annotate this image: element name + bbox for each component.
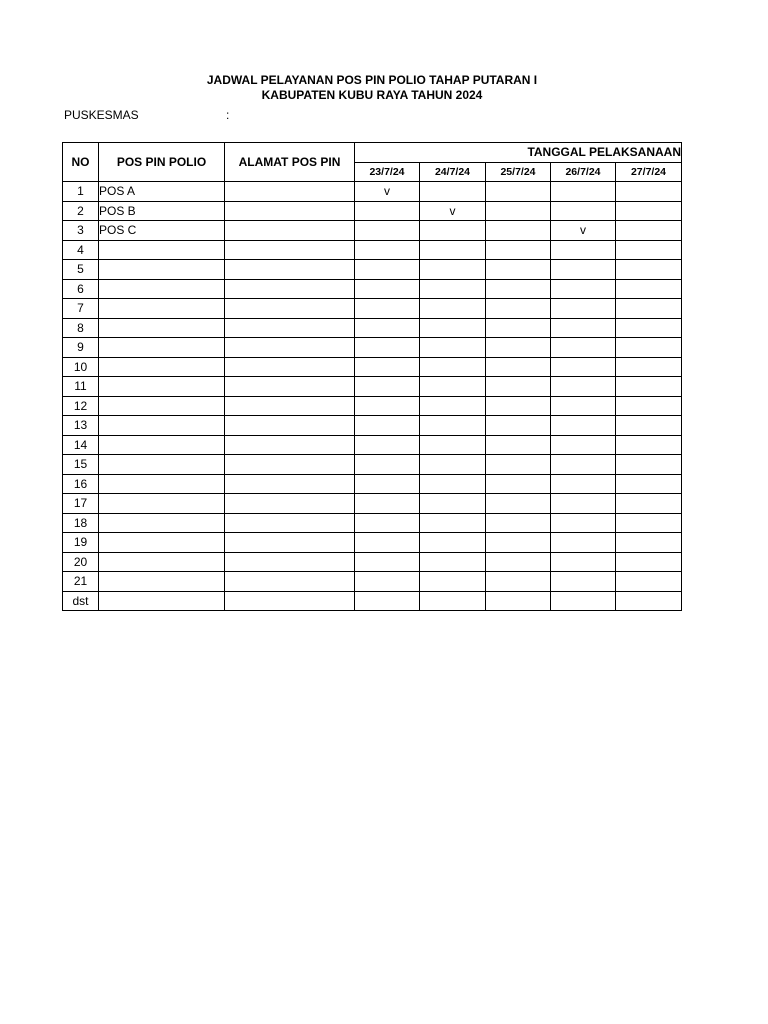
table-row xyxy=(63,318,682,338)
alamat-cell xyxy=(225,357,355,377)
date-check-cell xyxy=(420,513,486,533)
date-check-cell xyxy=(551,377,616,397)
pos-name-cell xyxy=(99,240,225,260)
date-check-cell xyxy=(551,240,616,260)
date-check-cell xyxy=(616,260,682,280)
date-check-cell xyxy=(616,240,682,260)
date-header: 27/7/24 xyxy=(616,162,682,182)
alamat-cell xyxy=(225,221,355,241)
row-number-cell: 4 xyxy=(63,240,99,260)
date-check-cell xyxy=(616,299,682,319)
row-number-cell: 16 xyxy=(63,474,99,494)
table-row xyxy=(63,474,682,494)
table-row xyxy=(63,240,682,260)
alamat-cell xyxy=(225,240,355,260)
date-check-cell xyxy=(355,396,420,416)
date-check-cell xyxy=(420,396,486,416)
date-check-cell xyxy=(355,572,420,592)
date-check-cell xyxy=(616,182,682,202)
date-check-cell xyxy=(355,221,420,241)
date-check-cell xyxy=(355,318,420,338)
pos-name-cell xyxy=(99,513,225,533)
table-row xyxy=(63,279,682,299)
alamat-cell xyxy=(225,474,355,494)
pos-name-cell xyxy=(99,572,225,592)
date-check-cell xyxy=(486,260,551,280)
date-check-cell xyxy=(616,221,682,241)
pos-name-cell xyxy=(99,552,225,572)
date-check-cell xyxy=(355,279,420,299)
date-check-cell xyxy=(486,338,551,358)
col-header-no: NO xyxy=(63,143,99,182)
table-row xyxy=(63,396,682,416)
row-number-cell: 15 xyxy=(63,455,99,475)
schedule-table xyxy=(62,142,682,611)
date-check-cell xyxy=(355,533,420,553)
date-check-cell xyxy=(420,591,486,611)
date-check-cell xyxy=(420,474,486,494)
date-check-cell xyxy=(551,260,616,280)
pos-name-cell xyxy=(99,357,225,377)
date-check-cell xyxy=(355,474,420,494)
date-check-cell xyxy=(486,201,551,221)
alamat-cell xyxy=(225,201,355,221)
table-row xyxy=(63,435,682,455)
pos-name-cell: POS C xyxy=(99,221,225,241)
date-check-cell xyxy=(355,494,420,514)
date-check-cell xyxy=(616,455,682,475)
date-check-cell xyxy=(486,221,551,241)
table-row xyxy=(63,572,682,592)
date-check-cell xyxy=(355,591,420,611)
pos-name-cell xyxy=(99,377,225,397)
pos-name-cell xyxy=(99,279,225,299)
alamat-cell xyxy=(225,396,355,416)
date-check-cell: v xyxy=(420,201,486,221)
date-check-cell xyxy=(616,435,682,455)
alamat-cell xyxy=(225,416,355,436)
date-check-cell xyxy=(616,377,682,397)
table-row xyxy=(63,299,682,319)
date-check-cell xyxy=(420,416,486,436)
date-check-cell xyxy=(486,240,551,260)
table-row xyxy=(63,338,682,358)
alamat-cell xyxy=(225,494,355,514)
date-check-cell xyxy=(355,435,420,455)
alamat-cell xyxy=(225,533,355,553)
date-check-cell xyxy=(551,318,616,338)
puskesmas-label: PUSKESMAS xyxy=(64,108,139,122)
date-check-cell xyxy=(486,552,551,572)
date-check-cell xyxy=(616,591,682,611)
date-check-cell xyxy=(616,494,682,514)
date-check-cell xyxy=(486,533,551,553)
table-row xyxy=(63,260,682,280)
date-check-cell xyxy=(355,416,420,436)
date-check-cell xyxy=(486,377,551,397)
date-check-cell xyxy=(486,416,551,436)
date-check-cell xyxy=(616,201,682,221)
pos-name-cell xyxy=(99,533,225,553)
date-check-cell xyxy=(486,474,551,494)
pos-name-cell xyxy=(99,396,225,416)
date-check-cell xyxy=(420,533,486,553)
table-row xyxy=(63,591,682,611)
date-check-cell xyxy=(551,474,616,494)
date-check-cell xyxy=(551,533,616,553)
date-check-cell xyxy=(420,435,486,455)
date-check-cell xyxy=(420,299,486,319)
date-check-cell xyxy=(551,338,616,358)
pos-name-cell: POS A xyxy=(99,182,225,202)
row-number-cell: 13 xyxy=(63,416,99,436)
date-check-cell xyxy=(420,279,486,299)
date-check-cell xyxy=(551,572,616,592)
date-check-cell xyxy=(616,416,682,436)
alamat-cell xyxy=(225,182,355,202)
date-check-cell xyxy=(486,513,551,533)
date-check-cell xyxy=(355,377,420,397)
puskesmas-colon: : xyxy=(226,108,230,122)
alamat-cell xyxy=(225,299,355,319)
row-number-cell: 14 xyxy=(63,435,99,455)
date-check-cell xyxy=(355,299,420,319)
col-header-tanggal-pelaksanaan: TANGGAL PELAKSANAAN xyxy=(355,143,682,163)
date-check-cell xyxy=(551,396,616,416)
date-check-cell xyxy=(420,221,486,241)
date-check-cell xyxy=(551,591,616,611)
table-row xyxy=(63,221,682,241)
date-check-cell xyxy=(486,435,551,455)
row-number-cell: 11 xyxy=(63,377,99,397)
date-check-cell xyxy=(551,201,616,221)
col-header-alamat: ALAMAT POS PIN xyxy=(225,143,355,182)
table-row xyxy=(63,357,682,377)
row-number-cell: 2 xyxy=(63,201,99,221)
row-number-cell: 5 xyxy=(63,260,99,280)
pos-name-cell xyxy=(99,318,225,338)
date-header: 25/7/24 xyxy=(486,162,551,182)
row-number-cell: 19 xyxy=(63,533,99,553)
date-check-cell xyxy=(420,338,486,358)
date-check-cell xyxy=(486,357,551,377)
date-check-cell xyxy=(551,182,616,202)
alamat-cell xyxy=(225,279,355,299)
date-check-cell xyxy=(551,513,616,533)
row-number-cell: 18 xyxy=(63,513,99,533)
pos-name-cell xyxy=(99,338,225,358)
date-check-cell xyxy=(420,494,486,514)
date-check-cell xyxy=(616,338,682,358)
row-number-cell: 7 xyxy=(63,299,99,319)
date-check-cell xyxy=(420,572,486,592)
pos-name-cell xyxy=(99,591,225,611)
date-check-cell xyxy=(355,260,420,280)
table-row xyxy=(63,513,682,533)
date-check-cell xyxy=(486,279,551,299)
date-check-cell xyxy=(616,279,682,299)
alamat-cell xyxy=(225,377,355,397)
date-check-cell xyxy=(616,533,682,553)
alamat-cell xyxy=(225,435,355,455)
alamat-cell xyxy=(225,338,355,358)
row-number-cell: 17 xyxy=(63,494,99,514)
pos-name-cell xyxy=(99,416,225,436)
date-check-cell xyxy=(486,318,551,338)
alamat-cell xyxy=(225,455,355,475)
pos-name-cell xyxy=(99,260,225,280)
row-number-cell: dst xyxy=(63,591,99,611)
pos-name-cell xyxy=(99,494,225,514)
table-row xyxy=(63,377,682,397)
row-number-cell: 10 xyxy=(63,357,99,377)
document-title-line1: JADWAL PELAYANAN POS PIN POLIO TAHAP PUTARAN I xyxy=(206,73,538,87)
date-check-cell xyxy=(551,299,616,319)
date-check-cell xyxy=(355,338,420,358)
date-header: 24/7/24 xyxy=(420,162,486,182)
date-check-cell xyxy=(486,591,551,611)
date-check-cell xyxy=(420,318,486,338)
date-check-cell xyxy=(486,299,551,319)
date-check-cell xyxy=(486,455,551,475)
date-check-cell xyxy=(551,416,616,436)
date-check-cell xyxy=(616,357,682,377)
row-number-cell: 21 xyxy=(63,572,99,592)
table-row xyxy=(63,552,682,572)
date-check-cell xyxy=(551,494,616,514)
date-header: 26/7/24 xyxy=(551,162,616,182)
document-title-line2: KABUPATEN KUBU RAYA TAHUN 2024 xyxy=(261,88,483,102)
date-check-cell xyxy=(420,552,486,572)
date-check-cell xyxy=(420,357,486,377)
table-row xyxy=(63,416,682,436)
row-number-cell: 9 xyxy=(63,338,99,358)
date-check-cell xyxy=(355,455,420,475)
date-check-cell xyxy=(616,572,682,592)
row-number-cell: 12 xyxy=(63,396,99,416)
date-check-cell xyxy=(486,396,551,416)
alamat-cell xyxy=(225,552,355,572)
date-check-cell xyxy=(486,494,551,514)
date-check-cell xyxy=(486,572,551,592)
date-check-cell xyxy=(355,357,420,377)
alamat-cell xyxy=(225,591,355,611)
date-check-cell xyxy=(420,455,486,475)
pos-name-cell xyxy=(99,435,225,455)
table-row xyxy=(63,201,682,221)
date-check-cell xyxy=(420,240,486,260)
table-row xyxy=(63,182,682,202)
date-check-cell xyxy=(616,513,682,533)
pos-name-cell xyxy=(99,474,225,494)
table-row xyxy=(63,494,682,514)
table-row xyxy=(63,533,682,553)
row-number-cell: 6 xyxy=(63,279,99,299)
alamat-cell xyxy=(225,318,355,338)
date-check-cell xyxy=(420,182,486,202)
date-check-cell xyxy=(551,455,616,475)
row-number-cell: 1 xyxy=(63,182,99,202)
date-check-cell xyxy=(616,552,682,572)
date-check-cell xyxy=(355,201,420,221)
date-check-cell xyxy=(355,552,420,572)
table-row xyxy=(63,455,682,475)
date-check-cell xyxy=(616,474,682,494)
pos-name-cell: POS B xyxy=(99,201,225,221)
date-check-cell xyxy=(616,396,682,416)
row-number-cell: 8 xyxy=(63,318,99,338)
date-header: 23/7/24 xyxy=(355,162,420,182)
date-check-cell xyxy=(616,318,682,338)
date-check-cell: v xyxy=(551,221,616,241)
date-check-cell xyxy=(420,377,486,397)
col-header-pos-pin-polio: POS PIN POLIO xyxy=(99,143,225,182)
row-number-cell: 3 xyxy=(63,221,99,241)
alamat-cell xyxy=(225,572,355,592)
date-check-cell xyxy=(551,435,616,455)
pos-name-cell xyxy=(99,455,225,475)
date-check-cell: v xyxy=(355,182,420,202)
date-check-cell xyxy=(355,513,420,533)
date-check-cell xyxy=(551,552,616,572)
row-number-cell: 20 xyxy=(63,552,99,572)
date-check-cell xyxy=(551,357,616,377)
date-check-cell xyxy=(420,260,486,280)
date-check-cell xyxy=(355,240,420,260)
date-check-cell xyxy=(551,279,616,299)
alamat-cell xyxy=(225,260,355,280)
pos-name-cell xyxy=(99,299,225,319)
alamat-cell xyxy=(225,513,355,533)
date-check-cell xyxy=(486,182,551,202)
